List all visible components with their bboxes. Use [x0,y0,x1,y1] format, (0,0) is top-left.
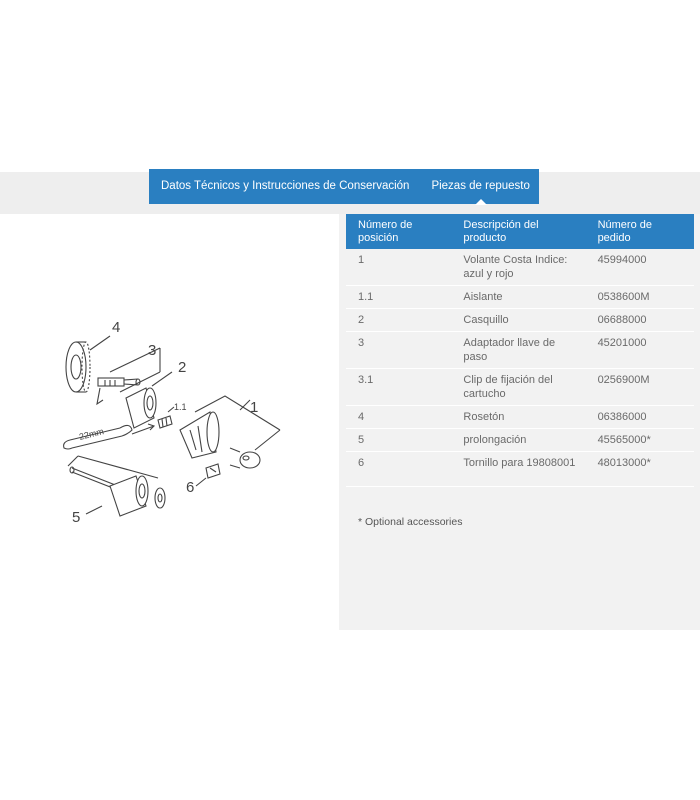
insulator-part [158,416,172,428]
cell-position: 3.1 [346,369,451,406]
cell-position: 5 [346,429,451,452]
table-row [346,249,694,286]
callout-5: 5 [72,509,81,526]
cell-position: 1 [346,249,451,286]
cell-description: Volante Costa Indice: azul y rojo [451,249,585,286]
table-header-row [346,214,694,249]
table-row [346,406,694,429]
cell-description: Aislante [451,286,585,309]
table-row [346,332,694,369]
cell-position: 4 [346,406,451,429]
tab-bar [149,169,539,204]
cell-order-number: 48013000* [586,452,694,487]
extension-part [68,456,165,516]
cell-position: 6 [346,452,451,487]
callout-4: 4 [112,319,121,336]
cell-position: 1.1 [346,286,451,309]
tab-technical-data[interactable]: Datos Técnicos y Instrucciones de Conservación [161,180,410,192]
table-row [346,286,694,309]
cell-order-number: 0256900M [586,369,694,406]
handle-part [180,412,260,468]
wrench-size-label: 22mm [78,426,105,442]
cell-order-number: 0538600M [586,286,694,309]
tab-spare-parts[interactable]: Piezas de repuesto [420,169,540,204]
callout-2: 2 [178,359,187,376]
table-row [346,429,694,452]
cell-order-number: 06386000 [586,406,694,429]
screw-part [206,464,220,478]
exploded-view-diagram [50,300,310,540]
callout-3: 3 [148,342,157,359]
cell-order-number: 45994000 [586,249,694,286]
cell-description: Rosetón [451,406,585,429]
cell-position: 2 [346,309,451,332]
cell-description: Tornillo para 19808001 [451,452,585,487]
column-header-description: Descripción del producto [451,214,585,249]
table-row [346,309,694,332]
cell-order-number: 06688000 [586,309,694,332]
callout-6: 6 [186,479,195,496]
cell-order-number: 45201000 [586,332,694,369]
cell-order-number: 45565000* [586,429,694,452]
callout-1: 1 [250,399,259,416]
cell-position: 3 [346,332,451,369]
callout-1-1: 1.1 [174,402,187,412]
sleeve-part [126,388,156,428]
column-header-order-number: Número de pedido [586,214,694,249]
cell-description: Clip de fijación del cartucho [451,369,585,406]
table-row [346,369,694,406]
rosette-part [66,342,90,392]
spare-parts-table [346,214,694,487]
column-header-position: Número de posición [346,214,451,249]
cell-description: Casquillo [451,309,585,332]
optional-accessories-note: * Optional accessories [358,516,463,528]
table-row [346,452,694,487]
cell-description: Adaptador llave de paso [451,332,585,369]
cell-description: prolongación [451,429,585,452]
